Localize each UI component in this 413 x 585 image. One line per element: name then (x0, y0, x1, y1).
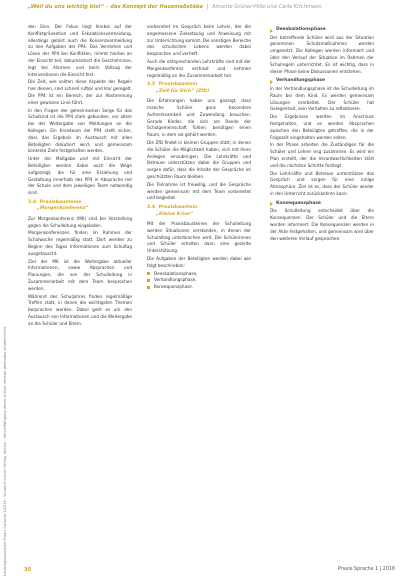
paragraph: den Sinn. Der Fokus liegt hierbei auf der Konfliktprävention und Eskalationsvermeidung, allerdings gehört auch die Konsenzvermeidung zu den Aufgaben der PP4. Das Verstehen und Lösen der PP4 bei Konflikten, nimmt hierbei an der Einsicht teil, dokumentiert die Geschehnisse, legt bei Alarmen und beim Vollzug der Interventionen die Einsicht fest. (28, 24, 132, 77)
paragraph: In der Phase arbeiten die Zuständigen für die Schüler und Lehrer eng zusammen. Es wird ein Plan erstellt, der die Verantwortlichkeiten klärt und die nächsten Schritte festlegt. (270, 142, 374, 168)
paragraph: Die Schulleitung entscheidet über die Konsequenzen. Der Schüler und die Eltern werden informiert. Die Konsequenzen werden in der Akte festgehalten, und gemeinsam wird über den weiteren Verlauf gesprochen. (270, 208, 374, 241)
subheading-verhandlung (270, 78, 374, 85)
section-heading-3-6 (147, 205, 251, 218)
paragraph: Auch die entsprechenden Lehrkräfte sind mit der Morgenkonferenz vertraut und nehmen regelmäßig an der Zusammenarbeit teil. (147, 58, 251, 78)
journal-footer: Praxis Sprache 1 | 2016 (338, 567, 395, 572)
paragraph: Der betreffende Schüler wird aus der Situation genommen. Schutzmaßnahmen werden umgesetzt. Die Kollegen werden informiert und über den Verlauf der Situation im Rahmen der Schulregeln unterrichtet. Es ist wichtig, dass in dieser Phase keine Diskussionen entstehen. (270, 34, 374, 74)
paragraph: Die Teilnahme ist freiwillig, und die Gespräche werden gemeinsam mit dem Team vorbereitet und begleitet. (147, 181, 251, 201)
section-subtitle: „Kleine Krise“ (156, 211, 193, 217)
list-item (147, 284, 251, 291)
phase-list (147, 271, 251, 291)
paragraph: Die Lehrkräfte und Betreuer unterstützen das Gespräch und sorgen für eine ruhige Atmosphäre. Ziel ist es, dass der Schüler wieder in den Unterricht zurückkehren kann. (270, 170, 374, 196)
triangle-bullet-icon (270, 80, 273, 84)
triangle-bullet-icon (270, 202, 273, 206)
paragraph: Die Ergebnisse werden im Anschluss festgehalten, und es werden Absprachen zwischen den Beteiligten getroffen, die in der Folgezeit eingehalten werden sollen. (270, 114, 374, 140)
subheading-konsequenz (270, 201, 374, 208)
section-number: 3.5 (147, 82, 156, 88)
text-column-2 (147, 24, 251, 560)
section-subtitle: „Zeit für Dich“ (ZfD) (156, 88, 210, 94)
section-title: Praxisbaustein (158, 82, 198, 88)
list-item (147, 271, 251, 278)
list-item-label: Deeskalationsphase, (154, 270, 198, 276)
running-head-title: „Weil du uns wichtig bist“ – das Konzept der Hausmaßstäbe (28, 4, 204, 10)
sidebar-strip (0, 0, 14, 585)
running-head (28, 4, 398, 10)
paragraph: Unter der Maßgabe und mit Einsicht der Beteiligten werden dabei auch die Wege aufgezeigt, die für eine Erziehung und Gestaltung innerhalb des PP4 in Absprache mit der Schule und dem jeweiligen Team notwendig sind. (28, 156, 132, 196)
paragraph: Die Zeit, wie sollten diese Aspekte der Regeln hier dienen, sind schnell rufbar und klar geregelt. Die PP4 ist ein Bereich, der zur Abstimmung einer gewissen Linie führt. (28, 79, 132, 105)
paragraph: Während des Schuljahres finden regelmäßige Treffen statt, in denen die wichtigsten Themen besprochen werden. Dabei geht es um den Austausch von Informationen und die Weitergabe an die Schüler und Eltern. (28, 293, 132, 326)
list-item (147, 277, 251, 284)
paragraph: Die ZfD findet in kleinen Gruppen statt, in denen die Schüler die Möglichkeit haben, sich mit ihren Anliegen einzubringen. Die Lehrkräfte und Betreuer unterstützen dabei die Gruppen und sorgen dafür, dass die Inhalte der Gespräche im geschützten Raum bleiben. (147, 139, 251, 179)
paragraph: Zur Morgenkonferenz (MK) sind bei Vorstellung gegen die Schulleitung eingeladen. (28, 215, 132, 228)
list-item-label: Konsequenzphase. (154, 284, 194, 290)
paragraph: Mit der Praxisbausteinen der Schulleitung werden Situationen verstanden, in denen der Schulalltag unterbrochen wird. Die Schülerinnen und Schüler erhalten dann eine gezielte Unterstützung. (147, 220, 251, 254)
list-item-label: Verhandlungsphase, (154, 277, 197, 283)
square-bullet-icon (147, 279, 150, 282)
section-heading-3-5 (147, 82, 251, 95)
subheading-label: Deeskalationsphase (276, 27, 326, 32)
section-number: 3.6 (147, 205, 156, 211)
paragraph: Ziel der MK ist die Weitergabe aktueller Informationen, sowie Absprachen und Planungen, die von der Schulleitung in Zusammenarbeit mit dem Team besprochen werden. (28, 258, 132, 291)
running-head-authors: Annette Grüner-Hille und Carla Kirchmann (212, 4, 322, 10)
paragraph: In den Fragen der gemeinsamen Sorge für das Schulkind ist die PP4 stark gebunden, vor allem bei der Weitergabe von Meldungen an die Kollegen. Ein Kreisteam der PP4 stellt sicher, dass das Ergebnis im Austausch mit allen Beteiligten diskutiert wird, und gemeinsam konkrete Ziele festgehalten werden. (28, 107, 132, 154)
section-number: 3.4 (28, 199, 37, 205)
text-column-3 (270, 24, 374, 560)
paragraph: In der Verhandlungsphase ist die Schulleitung im Raum bei dem Kind. Es werden gemeinsam Lösungen erarbeitet. Der Schüler hat Gelegenheit, sein Verhalten zu reflektieren. (270, 85, 374, 112)
paragraph: vorbereitet im Gespräch beim Lehrer, der die angemessene Zielsetzung und Anweisung mit zur Unterrichtung kommt. Die sonstigen Bereiche des schulischen Lebens werden dabei besprochen und vertieft. (147, 24, 251, 57)
section-subtitle: „Morgenkonferenz“ (37, 206, 89, 212)
subheading-label: Verhandlungsphase (276, 78, 325, 84)
section-title: Praxisbausteine (39, 199, 82, 205)
section-heading-3-4 (28, 200, 132, 213)
page-number: 30 (24, 567, 31, 573)
paragraph: Die Aufgaben der Beteiligten werden dabei wie folgt beschrieben: (147, 255, 251, 268)
paragraph: Morgenkonferenzen finden im Rahmen der Schulwoche regelmäßig statt. Dort werden zu Beginn des Tages Informationen zum Schultag ausgetauscht. (28, 230, 132, 256)
section-title: Praxisbaustein (158, 205, 198, 211)
running-head-separator: | (206, 4, 209, 10)
square-bullet-icon (147, 286, 150, 289)
subheading-label: Konsequenzphase (276, 200, 321, 206)
sidebar-copyright-text: Leistungsspektrum Praxis Sprache 1|2016 · Schulz-Kirchner Verlag, Idstein · Vervielfältigung dieser Artikel verletzt geltendes Urheberrecht (3, 326, 7, 576)
triangle-bullet-icon (270, 29, 273, 33)
paragraph: Die Erfahrungen haben uns gezeigt, dass manche Schüler ganz besondere Aufmerksamkeit und Zuwendung brauchen. Gerade Kinder, die sich am Rande der Schulgemeinschaft fühlen, benötigen einen Raum, in dem sie gehört werden. (147, 98, 251, 138)
subheading-deeskalation (270, 27, 374, 34)
square-bullet-icon (147, 272, 150, 275)
text-column-1 (28, 24, 132, 560)
